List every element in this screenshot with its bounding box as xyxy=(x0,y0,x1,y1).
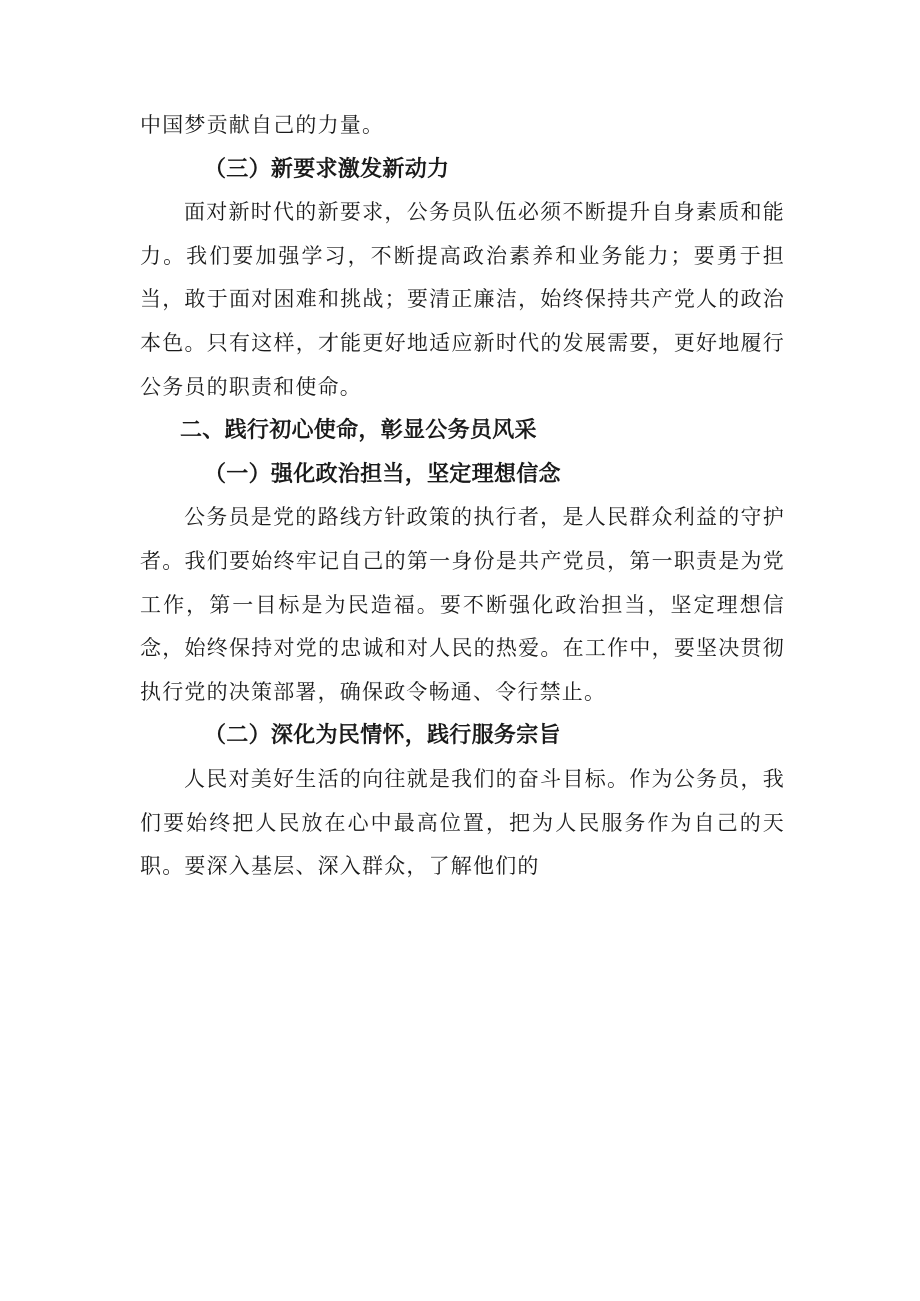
paragraph-serve-people: 人民对美好生活的向往就是我们的奋斗目标。作为公务员，我们要始终把人民放在心中最高位置，把为人民服务作为自己的天职。要深入基层、深入群众，了解他们的 xyxy=(140,766,785,879)
paragraph-new-requirements: 面对新时代的新要求，公务员队伍必须不断提升自身素质和能力。我们要加强学习，不断提高政治素养和业务能力；要勇于担当，敢于面对困难和挑战；要清正廉洁，始终保持共产党人的政治本色。只有这样，才能更好地适应新时代的发展需要，更好地履行公务员的职责和使命。 xyxy=(140,200,785,399)
document-body xyxy=(140,104,785,889)
section-heading-three: （三）新要求激发新动力 xyxy=(204,156,450,182)
paragraph-continuation: 中国梦贡献自己的力量。 xyxy=(140,113,385,137)
section-heading-one: （一）强化政治担当，坚定理想信念 xyxy=(204,461,561,487)
chapter-heading-two: 二、践行初心使命，彰显公务员风采 xyxy=(180,418,537,444)
paragraph-political-responsibility: 公务员是党的路线方针政策的执行者，是人民群众利益的守护者。我们要始终牢记自己的第一身份是共产党员，第一职责是为党工作，第一目标是为民造福。要不断强化政治担当，坚定理想信念，始终保持对党的忠诚和对人民的热爱。在工作中，要坚决贯彻执行党的决策部署，确保政令畅通、令行禁止。 xyxy=(140,505,785,704)
section-heading-two: （二）深化为民情怀，践行服务宗旨 xyxy=(204,723,561,749)
